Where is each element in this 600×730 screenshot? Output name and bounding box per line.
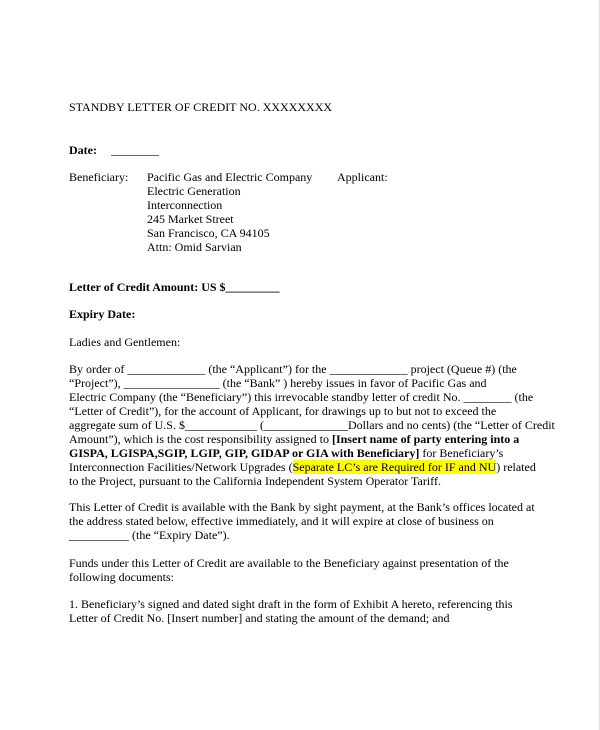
address-line: Attn: Omid Sarvian bbox=[147, 240, 242, 254]
paragraph-availability bbox=[69, 500, 544, 542]
applicant-label: Applicant: bbox=[337, 170, 388, 184]
paragraph-line: __________ (the “Expiry Date”). bbox=[69, 528, 230, 542]
text-run: for Beneficiary’s bbox=[419, 446, 504, 460]
paragraph-line: to the Project, pursuant to the California Independent System Operator Tariff. bbox=[69, 474, 441, 488]
document-title bbox=[69, 100, 544, 114]
paragraph-line: following documents: bbox=[69, 570, 174, 584]
bold-insert: GISPA, LGISPA,SGIP, LGIP, GIP, GIDAP or GIA with Beneficiary] bbox=[69, 446, 420, 460]
paragraph-line: “Project”), ________________ (the “Bank” ) hereby issues in favor of Pacific Gas and bbox=[69, 376, 487, 390]
date-blank: ________ bbox=[110, 143, 159, 157]
paragraph-line bbox=[69, 432, 544, 446]
paragraph-line bbox=[69, 460, 544, 474]
salutation bbox=[69, 335, 544, 349]
address-line: San Francisco, CA 94105 bbox=[147, 226, 270, 240]
expiry-label: Expiry Date: bbox=[69, 307, 136, 321]
paragraph-line: This Letter of Credit is available with the Bank by sight payment, at the Bank’s offices located at bbox=[69, 500, 535, 514]
paragraph-line: Electric Company (the “Beneficiary”) this irrevocable standby letter of credit No. ________ (the bbox=[69, 390, 534, 404]
text-run: Amount”), which is the cost responsibility assigned to bbox=[69, 432, 332, 446]
list-item-line: 1. Beneficiary’s signed and dated sight draft in the form of Exhibit A hereto, referencing this bbox=[69, 597, 513, 611]
paragraph-line: aggregate sum of U.S. $____________ (______________Dollars and no cents) (the “Letter of Credit bbox=[69, 418, 555, 432]
paragraph-line: “Letter of Credit”), for the account of Applicant, for drawings up to but not to exceed the bbox=[69, 404, 497, 418]
expiry-line bbox=[69, 307, 544, 321]
paragraph-line: the address stated below, effective immediately, and it will expire at close of business on bbox=[69, 514, 494, 528]
highlighted-note: Separate LC’s are Required for IF and NU bbox=[292, 460, 497, 474]
beneficiary-section bbox=[69, 170, 544, 254]
salutation-text: Ladies and Gentlemen: bbox=[69, 335, 181, 349]
amount-label: Letter of Credit Amount: US $_________ bbox=[69, 280, 280, 294]
beneficiary-address bbox=[147, 170, 312, 254]
paragraph-line: Funds under this Letter of Credit are available to the Beneficiary against presentation of the bbox=[69, 556, 509, 570]
address-line: Interconnection bbox=[147, 198, 223, 212]
date-label: Date: bbox=[69, 143, 97, 157]
text-run: ) related bbox=[496, 460, 536, 474]
list-item-line: Letter of Credit No. [Insert number] and stating the amount of the demand; and bbox=[69, 611, 450, 625]
paragraph-line: By order of _____________ (the “Applicant”) for the _____________ project (Queue #) (the bbox=[69, 362, 517, 376]
paragraph-order bbox=[69, 362, 555, 488]
address-line: Pacific Gas and Electric Company bbox=[147, 170, 313, 184]
text-run: Interconnection Facilities/Network Upgrades ( bbox=[69, 460, 293, 474]
title-text: STANDBY LETTER OF CREDIT NO. XXXXXXXX bbox=[69, 100, 333, 114]
date-line bbox=[69, 143, 544, 157]
bold-insert: [Insert name of party entering into a bbox=[331, 432, 520, 446]
numbered-item-1 bbox=[69, 597, 544, 625]
amount-line bbox=[69, 280, 544, 294]
paragraph-funds bbox=[69, 556, 544, 584]
paragraph-line bbox=[69, 446, 544, 460]
address-line: Electric Generation bbox=[147, 184, 241, 198]
beneficiary-label: Beneficiary: bbox=[69, 170, 129, 184]
address-line: 245 Market Street bbox=[147, 212, 234, 226]
